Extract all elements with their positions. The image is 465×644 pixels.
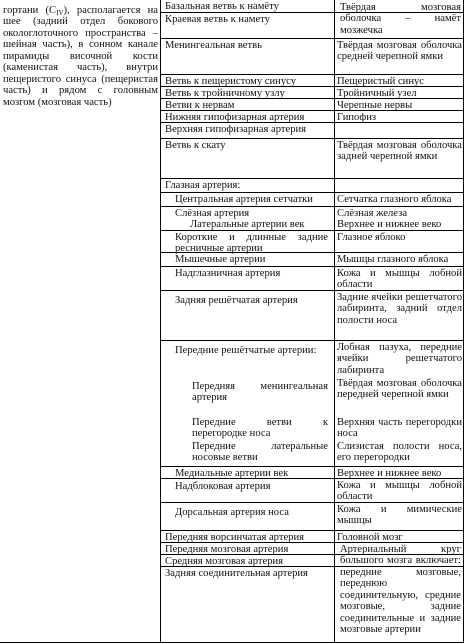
table-row: Верхняя гипофизарная артерия xyxy=(160,122,464,138)
table-row: Средняя мозговая артерия xyxy=(160,554,464,566)
table-row: Передняя ворсинчатая артерия Головной мозг xyxy=(160,530,464,542)
table-row: Базальная ветвь к намёту xyxy=(165,1,279,12)
left-column-text: гортани $(C_{IV})$, располагается на шее (задний отдел бокового окологлоточного пространства – шейная часть), в сонном канале пирамиды височной кости (каменистая часть), внутри пещеристого синуса (пещеристая часть) и рядом с головным мозгом (мозговая часть) xyxy=(3,5,158,108)
table-row: Надблоковая артерия Кожа и мышцы лобной области xyxy=(160,478,464,502)
table-row: Ветвь к тройничному узлу Тройничный узел xyxy=(160,86,464,98)
table-row: Короткие и длинные задние ресничные артерии Глазное яблоко xyxy=(160,230,464,252)
table-row: Глазная артерия: xyxy=(160,178,464,192)
table-row: Передние решётчатые артерии: Лобная пазуха, передние ячейки решетчатого лабиринта Передняя менингеальная артерия Твёрдая мозговая оболочка передней черепной ямки Передние ветви к перегородке носа Верхняя часть перегородки носа Передние латеральные носовые ветви Слизистая полости носа, его перегородки xyxy=(160,340,464,466)
table-row: Дорсальная артерия носа Кожа и мимические мышцы xyxy=(160,502,464,530)
table-row: Медиальные артерии век Верхнее и нижнее веко xyxy=(160,466,464,478)
region-cell: Твёрдая мозговая оболочка – намёт мозжечка xyxy=(340,2,461,36)
table-row: Краевая ветвь к намету xyxy=(160,12,464,38)
table-row: Передняя мозговая артерия xyxy=(160,542,464,554)
table-row: Ветвь к скату Твёрдая мозговая оболочка задней черепной ямки xyxy=(160,138,464,178)
table-row: Нижняя гипофизарная артерия Гипофиз xyxy=(160,110,464,122)
region-cell: Артериальный круг большого мозга включает: передние мозговые, переднюю соединительную, средние мозговые, задние соединительные и задние мозговые артерии xyxy=(340,544,461,636)
table-row: Ветви к нервам Черепные нервы xyxy=(160,98,464,110)
table-row: Надглазничная артерия Кожа и мышцы лобной области xyxy=(160,266,464,290)
table-row: Задняя решётчатая артерия Задние ячейки решетчатого лабиринта, задний отдел полости носа xyxy=(160,290,464,340)
table-row: Слёзная артерия Латеральные артерии век Слёзная железа Верхнее и нижнее веко xyxy=(160,206,464,230)
table-row: Менингеальная ветвь Твёрдая мозговая оболочка средней черепной ямки xyxy=(160,38,464,74)
table-row: Ветвь к пещеристому синусу Пещеристый синус xyxy=(160,74,464,86)
table-row: Задняя соединительная артерия xyxy=(160,566,464,643)
table-row: Мышечные артерии Мышцы глазного яблока xyxy=(160,252,464,266)
table-row: Центральная артерия сетчатки Сетчатка глазного яблока xyxy=(160,192,464,206)
